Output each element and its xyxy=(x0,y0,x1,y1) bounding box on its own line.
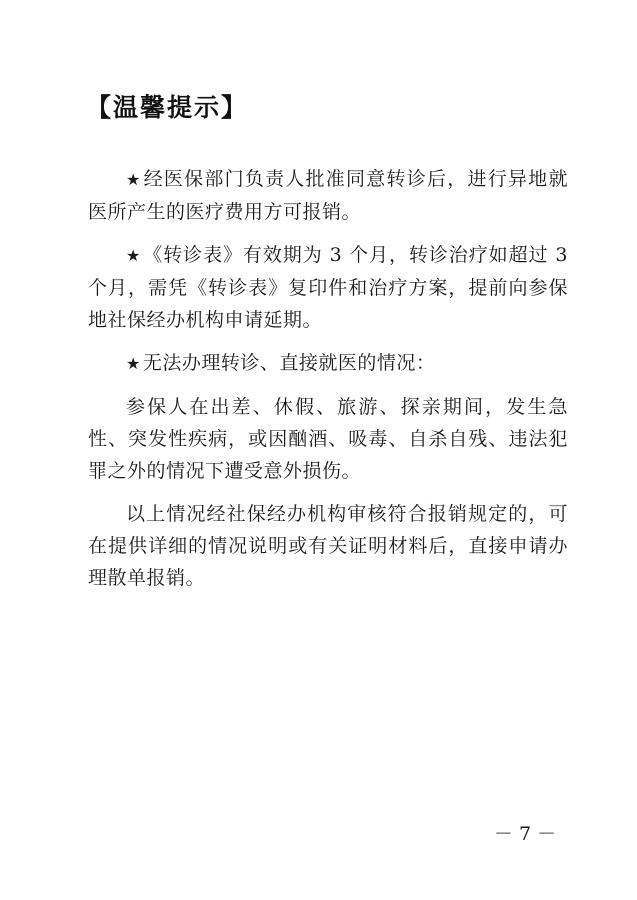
page-number: －7－ xyxy=(494,823,563,845)
star-icon: ★ xyxy=(126,354,141,373)
paragraph-reimbursement xyxy=(88,498,568,594)
star-icon: ★ xyxy=(126,246,142,265)
paragraph-text: 《转诊表》有效期为 3 个月，转诊治疗如超过 3 个月，需凭《转诊表》复印件和治疗方案，提前向参保地社保经办机构申请延期。 xyxy=(88,244,569,331)
section-heading: 【温馨提示】 xyxy=(86,93,249,122)
body-text xyxy=(88,163,568,605)
paragraph-exceptions-title xyxy=(88,347,568,380)
paragraph-exceptions-detail xyxy=(88,391,568,487)
paragraph-referral-approval xyxy=(88,163,568,228)
paragraph-text: 经医保部门负责人批准同意转诊后，进行异地就医所产生的医疗费用方可报销。 xyxy=(88,168,568,223)
paragraph-referral-validity xyxy=(88,239,568,336)
paragraph-text: 参保人在出差、休假、旅游、探亲期间，发生急性、突发性疾病，或因酗酒、吸毒、自杀自残、违法犯罪之外的情况下遭受意外损伤。 xyxy=(88,396,568,482)
paragraph-text: 无法办理转诊、直接就医的情况： xyxy=(142,352,436,374)
star-icon: ★ xyxy=(126,170,142,189)
paragraph-text: 以上情况经社保经办机构审核符合报销规定的，可在提供详细的情况说明或有关证明材料后，直接申请办理散单报销。 xyxy=(88,503,568,589)
